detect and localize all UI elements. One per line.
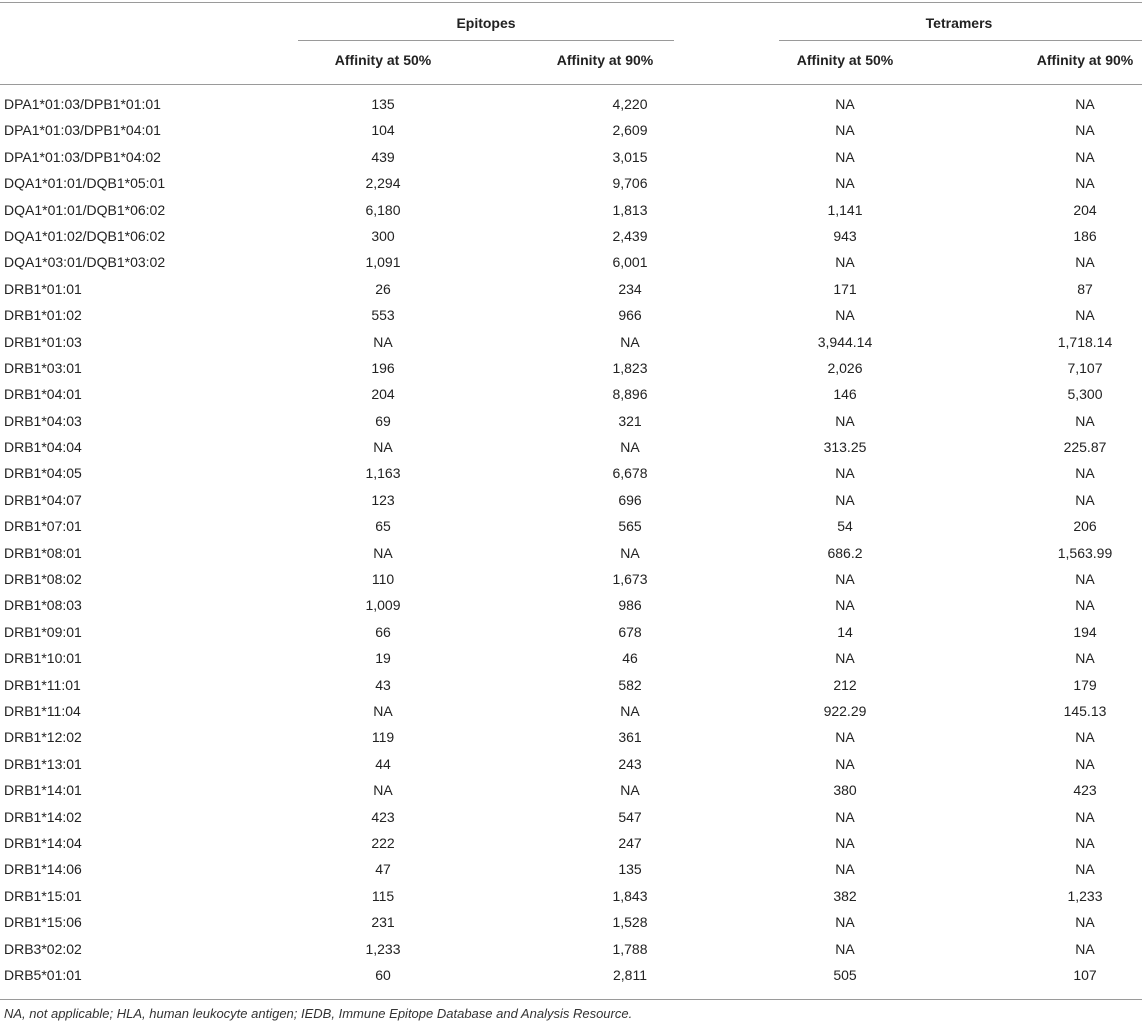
epitope-affinity-90-cell: NA xyxy=(620,702,640,719)
allele-cell: DRB1*14:01 xyxy=(4,782,82,799)
epitope-affinity-50-cell: 66 xyxy=(375,623,391,640)
epitope-affinity-50-cell: 65 xyxy=(375,518,391,535)
allele-cell: DRB1*15:06 xyxy=(4,914,82,931)
tetramer-affinity-90-cell: NA xyxy=(1075,307,1095,324)
table-row xyxy=(0,619,1145,645)
table-row xyxy=(0,909,1145,935)
epitope-affinity-50-cell: 123 xyxy=(371,491,395,508)
epitope-affinity-90-cell: NA xyxy=(620,544,640,561)
allele-cell: DRB1*10:01 xyxy=(4,650,82,667)
tetramer-affinity-90-cell: NA xyxy=(1075,755,1095,772)
epitope-affinity-90-cell: 135 xyxy=(618,861,642,878)
tetramer-affinity-50-cell: 54 xyxy=(837,518,853,535)
epitope-affinity-50-cell: 110 xyxy=(371,571,395,588)
table-row xyxy=(0,645,1145,671)
epitope-affinity-50-cell: 222 xyxy=(371,834,395,851)
table-row xyxy=(0,962,1145,988)
allele-cell: DRB1*04:07 xyxy=(4,491,82,508)
table-row xyxy=(0,804,1145,830)
epitope-affinity-50-cell: 19 xyxy=(375,650,391,667)
epitope-affinity-50-cell: 44 xyxy=(375,755,391,772)
table-row xyxy=(0,117,1145,143)
epitope-affinity-50-cell: 231 xyxy=(371,914,395,931)
allele-cell: DRB1*07:01 xyxy=(4,518,82,535)
epitope-affinity-50-cell: 196 xyxy=(371,359,395,376)
epitope-affinity-90-cell: 1,843 xyxy=(612,887,648,904)
tetramer-affinity-90-cell: 206 xyxy=(1073,518,1097,535)
table-row xyxy=(0,592,1145,618)
epitope-affinity-50-cell: NA xyxy=(373,782,393,799)
epitope-affinity-50-cell: NA xyxy=(373,702,393,719)
tetramer-affinity-50-cell: 313.25 xyxy=(823,439,867,456)
epitope-affinity-90-cell: 8,896 xyxy=(612,386,648,403)
allele-cell: DRB1*13:01 xyxy=(4,755,82,772)
tetramer-affinity-90-cell: NA xyxy=(1075,148,1095,165)
tetramer-affinity-50-cell: 14 xyxy=(837,623,853,640)
epitope-affinity-90-cell: 247 xyxy=(618,834,642,851)
table-row xyxy=(0,540,1145,566)
epitope-affinity-90-cell: 547 xyxy=(618,808,642,825)
allele-cell: DRB1*04:04 xyxy=(4,439,82,456)
allele-cell: DRB1*14:06 xyxy=(4,861,82,878)
tetramer-affinity-50-cell: NA xyxy=(835,254,855,271)
allele-cell: DRB1*09:01 xyxy=(4,623,82,640)
epitope-affinity-50-cell: 47 xyxy=(375,861,391,878)
tetramer-affinity-50-cell: 380 xyxy=(833,782,857,799)
epitope-affinity-90-cell: 986 xyxy=(618,597,642,614)
tetramer-affinity-90-cell: 107 xyxy=(1073,966,1097,983)
tetramer-affinity-90-cell: NA xyxy=(1075,808,1095,825)
epitope-affinity-90-cell: 4,220 xyxy=(612,96,648,112)
tetramer-affinity-90-cell: 1,233 xyxy=(1067,887,1103,904)
epitope-affinity-90-cell: 1,813 xyxy=(612,201,648,218)
table-top-rule xyxy=(0,2,1142,3)
table-row xyxy=(0,698,1145,724)
col-header-tetramers-90: Affinity at 90% xyxy=(1036,52,1134,68)
tetramer-affinity-90-cell: 1,718.14 xyxy=(1057,333,1113,350)
epitope-affinity-90-cell: NA xyxy=(620,782,640,799)
tetramer-affinity-90-cell: 225.87 xyxy=(1063,439,1107,456)
group-header-epitopes: Epitopes xyxy=(456,15,516,31)
allele-cell: DRB1*11:01 xyxy=(4,676,81,693)
epitope-affinity-90-cell: NA xyxy=(620,333,640,350)
tetramer-affinity-50-cell: NA xyxy=(835,755,855,772)
table-header-rule xyxy=(0,84,1142,85)
allele-cell: DPA1*01:03/DPB1*04:01 xyxy=(4,122,161,139)
epitope-affinity-90-cell: 1,528 xyxy=(612,914,648,931)
tetramer-affinity-50-cell: 382 xyxy=(833,887,857,904)
tetramer-affinity-90-cell: NA xyxy=(1075,122,1095,139)
table-row xyxy=(0,672,1145,698)
tetramer-affinity-50-cell: 171 xyxy=(833,280,857,297)
tetramer-affinity-50-cell: NA xyxy=(835,861,855,878)
tetramer-affinity-90-cell: 7,107 xyxy=(1067,359,1103,376)
epitope-affinity-50-cell: NA xyxy=(373,439,393,456)
group-underline-tetramers xyxy=(779,40,1142,41)
epitope-affinity-90-cell: 966 xyxy=(618,307,642,324)
allele-cell: DRB1*11:04 xyxy=(4,702,81,719)
epitope-affinity-50-cell: NA xyxy=(373,544,393,561)
allele-cell: DRB1*08:01 xyxy=(4,544,82,561)
tetramer-affinity-50-cell: NA xyxy=(835,465,855,482)
epitope-affinity-90-cell: 243 xyxy=(618,755,642,772)
epitope-affinity-90-cell: 321 xyxy=(618,412,642,429)
epitope-affinity-50-cell: 1,091 xyxy=(365,254,401,271)
group-header-tetramers: Tetramers xyxy=(925,15,993,31)
tetramer-affinity-90-cell: 1,563.99 xyxy=(1057,544,1113,561)
allele-cell: DRB1*01:03 xyxy=(4,333,82,350)
epitope-affinity-90-cell: 2,609 xyxy=(612,122,648,139)
tetramer-affinity-50-cell: NA xyxy=(835,650,855,667)
table-row xyxy=(0,91,1145,117)
table-row xyxy=(0,460,1145,486)
epitope-affinity-90-cell: NA xyxy=(620,439,640,456)
table-row xyxy=(0,249,1145,275)
epitope-affinity-50-cell: 1,009 xyxy=(365,597,401,614)
tetramer-affinity-90-cell: NA xyxy=(1075,650,1095,667)
table-row xyxy=(0,830,1145,856)
epitope-affinity-50-cell: 26 xyxy=(375,280,391,297)
tetramer-affinity-90-cell: 204 xyxy=(1073,201,1097,218)
epitope-affinity-50-cell: 204 xyxy=(371,386,395,403)
allele-cell: DRB1*14:02 xyxy=(4,808,82,825)
table-row xyxy=(0,513,1145,539)
epitope-affinity-50-cell: 104 xyxy=(371,122,395,139)
allele-cell: DRB1*04:05 xyxy=(4,465,82,482)
epitope-affinity-50-cell: 423 xyxy=(371,808,395,825)
table-row xyxy=(0,883,1145,909)
tetramer-affinity-50-cell: 212 xyxy=(833,676,857,693)
allele-cell: DRB1*01:02 xyxy=(4,307,82,324)
allele-cell: DPA1*01:03/DPB1*04:02 xyxy=(4,148,161,165)
table-row xyxy=(0,197,1145,223)
tetramer-affinity-90-cell: NA xyxy=(1075,861,1095,878)
table-row xyxy=(0,487,1145,513)
epitope-affinity-50-cell: 439 xyxy=(371,148,395,165)
tetramer-affinity-50-cell: NA xyxy=(835,412,855,429)
tetramer-affinity-90-cell: NA xyxy=(1075,175,1095,192)
col-header-epitopes-50: Affinity at 50% xyxy=(334,52,432,68)
tetramer-affinity-90-cell: NA xyxy=(1075,491,1095,508)
tetramer-affinity-90-cell: NA xyxy=(1075,571,1095,588)
tetramer-affinity-50-cell: 922.29 xyxy=(823,702,867,719)
group-underline-epitopes xyxy=(298,40,674,41)
allele-cell: DRB1*14:04 xyxy=(4,834,82,851)
tetramer-affinity-90-cell: NA xyxy=(1075,834,1095,851)
allele-cell: DRB1*04:03 xyxy=(4,412,82,429)
tetramer-affinity-50-cell: NA xyxy=(835,96,855,112)
allele-cell: DQA1*01:02/DQB1*06:02 xyxy=(4,227,166,244)
allele-cell: DRB1*04:01 xyxy=(4,386,82,403)
tetramer-affinity-50-cell: NA xyxy=(835,175,855,192)
tetramer-affinity-50-cell: NA xyxy=(835,122,855,139)
tetramer-affinity-90-cell: 179 xyxy=(1073,676,1097,693)
table-row xyxy=(0,724,1145,750)
tetramer-affinity-50-cell: 146 xyxy=(833,386,857,403)
tetramer-affinity-90-cell: NA xyxy=(1075,729,1095,746)
table-row xyxy=(0,856,1145,882)
tetramer-affinity-50-cell: NA xyxy=(835,597,855,614)
epitope-affinity-50-cell: 69 xyxy=(375,412,391,429)
table-row xyxy=(0,408,1145,434)
table-row xyxy=(0,566,1145,592)
tetramer-affinity-90-cell: NA xyxy=(1075,597,1095,614)
epitope-affinity-50-cell: 43 xyxy=(375,676,391,693)
allele-cell: DRB1*15:01 xyxy=(4,887,82,904)
epitope-affinity-90-cell: 565 xyxy=(618,518,642,535)
tetramer-affinity-90-cell: 194 xyxy=(1073,623,1097,640)
table-row xyxy=(0,302,1145,328)
tetramer-affinity-50-cell: NA xyxy=(835,808,855,825)
col-header-epitopes-90: Affinity at 90% xyxy=(556,52,654,68)
epitope-affinity-50-cell: 119 xyxy=(371,729,395,746)
table-row xyxy=(0,170,1145,196)
allele-cell: DRB1*03:01 xyxy=(4,359,82,376)
tetramer-affinity-90-cell: 423 xyxy=(1073,782,1097,799)
epitope-affinity-50-cell: 300 xyxy=(371,227,395,244)
table-body xyxy=(0,91,1145,988)
allele-cell: DRB1*12:02 xyxy=(4,729,82,746)
epitope-affinity-50-cell: 553 xyxy=(371,307,395,324)
epitope-affinity-90-cell: 696 xyxy=(618,491,642,508)
tetramer-affinity-50-cell: NA xyxy=(835,914,855,931)
allele-cell: DPA1*01:03/DPB1*01:01 xyxy=(4,96,161,112)
table-row xyxy=(0,777,1145,803)
tetramer-affinity-50-cell: 1,141 xyxy=(827,201,863,218)
table-row xyxy=(0,276,1145,302)
tetramer-affinity-90-cell: NA xyxy=(1075,96,1095,112)
table-row xyxy=(0,936,1145,962)
col-header-tetramers-50: Affinity at 50% xyxy=(796,52,894,68)
table-row xyxy=(0,223,1145,249)
epitope-affinity-50-cell: 2,294 xyxy=(365,175,401,192)
tetramer-affinity-90-cell: NA xyxy=(1075,254,1095,271)
tetramer-affinity-50-cell: NA xyxy=(835,491,855,508)
epitope-affinity-50-cell: 60 xyxy=(375,966,391,983)
tetramer-affinity-90-cell: 5,300 xyxy=(1067,386,1103,403)
tetramer-affinity-90-cell: NA xyxy=(1075,914,1095,931)
table-row xyxy=(0,381,1145,407)
epitope-affinity-50-cell: NA xyxy=(373,333,393,350)
epitope-affinity-50-cell: 1,233 xyxy=(365,940,401,957)
epitope-affinity-90-cell: 1,673 xyxy=(612,571,648,588)
epitope-affinity-50-cell: 115 xyxy=(371,887,395,904)
allele-cell: DQA1*01:01/DQB1*06:02 xyxy=(4,201,166,218)
epitope-affinity-90-cell: 9,706 xyxy=(612,175,648,192)
tetramer-affinity-90-cell: 186 xyxy=(1073,227,1097,244)
allele-cell: DRB5*01:01 xyxy=(4,966,82,983)
epitope-affinity-50-cell: 1,163 xyxy=(365,465,401,482)
tetramer-affinity-50-cell: NA xyxy=(835,148,855,165)
allele-cell: DRB1*08:03 xyxy=(4,597,82,614)
epitope-affinity-50-cell: 6,180 xyxy=(365,201,401,218)
tetramer-affinity-50-cell: NA xyxy=(835,307,855,324)
tetramer-affinity-50-cell: 3,944.14 xyxy=(817,333,873,350)
epitope-affinity-90-cell: 1,823 xyxy=(612,359,648,376)
table-bottom-rule xyxy=(0,999,1142,1000)
epitope-affinity-90-cell: 361 xyxy=(618,729,642,746)
epitope-affinity-90-cell: 582 xyxy=(618,676,642,693)
epitope-affinity-90-cell: 46 xyxy=(622,650,638,667)
epitope-affinity-90-cell: 6,001 xyxy=(612,254,648,271)
table-row xyxy=(0,434,1145,460)
tetramer-affinity-90-cell: 87 xyxy=(1077,280,1093,297)
table-row xyxy=(0,355,1145,381)
allele-cell: DRB1*08:02 xyxy=(4,571,82,588)
table-row xyxy=(0,144,1145,170)
tetramer-affinity-90-cell: NA xyxy=(1075,940,1095,957)
epitope-affinity-90-cell: 2,811 xyxy=(613,966,647,983)
table-row xyxy=(0,329,1145,355)
tetramer-affinity-50-cell: NA xyxy=(835,729,855,746)
epitope-affinity-90-cell: 3,015 xyxy=(612,148,648,165)
tetramer-affinity-50-cell: 943 xyxy=(833,227,857,244)
tetramer-affinity-90-cell: NA xyxy=(1075,465,1095,482)
epitope-affinity-90-cell: 1,788 xyxy=(612,940,648,957)
epitope-affinity-50-cell: 135 xyxy=(371,96,395,112)
allele-cell: DRB3*02:02 xyxy=(4,940,82,957)
allele-cell: DQA1*03:01/DQB1*03:02 xyxy=(4,254,166,271)
epitope-affinity-90-cell: 234 xyxy=(618,280,642,297)
epitope-affinity-90-cell: 678 xyxy=(618,623,642,640)
tetramer-affinity-90-cell: NA xyxy=(1075,412,1095,429)
table-row xyxy=(0,751,1145,777)
table-footnote: NA, not applicable; HLA, human leukocyte antigen; IEDB, Immune Epitope Database and Analysis Resource. xyxy=(4,1006,633,1021)
tetramer-affinity-50-cell: NA xyxy=(835,834,855,851)
tetramer-affinity-50-cell: NA xyxy=(835,940,855,957)
epitope-affinity-90-cell: 6,678 xyxy=(612,465,648,482)
tetramer-affinity-90-cell: 145.13 xyxy=(1063,702,1107,719)
tetramer-affinity-50-cell: 505 xyxy=(833,966,857,983)
allele-cell: DQA1*01:01/DQB1*05:01 xyxy=(4,175,166,192)
epitope-affinity-90-cell: 2,439 xyxy=(612,227,648,244)
tetramer-affinity-50-cell: 686.2 xyxy=(827,544,863,561)
tetramer-affinity-50-cell: 2,026 xyxy=(827,359,863,376)
allele-cell: DRB1*01:01 xyxy=(4,280,82,297)
tetramer-affinity-50-cell: NA xyxy=(835,571,855,588)
